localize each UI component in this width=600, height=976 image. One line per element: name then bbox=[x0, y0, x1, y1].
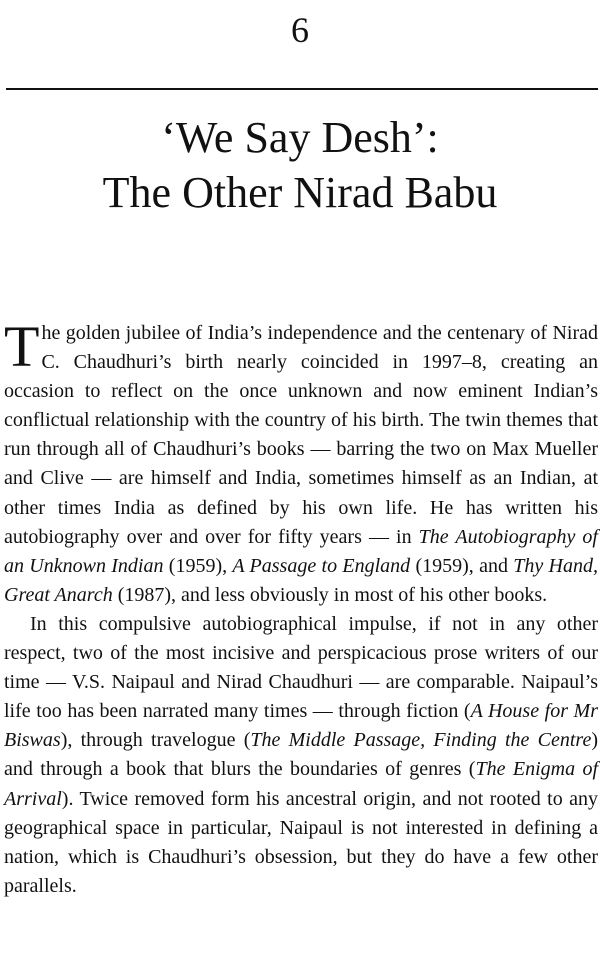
body-text bbox=[4, 314, 598, 901]
book-title-passage-to-england: A Passage to England bbox=[232, 554, 411, 577]
paragraph-2-text: ). Twice removed form his ancestral origin, and not rooted to any geographical space in particular, Naipaul is not interested in defining a nation, which is Chaudhuri’s obsession, but they do have a few other parallels. bbox=[4, 787, 598, 897]
book-title-middle-passage: The Middle Passage, Finding the Centre bbox=[250, 729, 592, 752]
paragraph-1-text: he golden jubilee of India’s independence and the centenary of Nirad C. Chaudhuri’s birth nearly coincided in 1997–8, creating an occasion to reflect on the once unknown and now eminent Indian’s conflictual relationship with the country of his birth. The twin themes that run through all of Chaudhuri’s books — barring the two on Max Mueller and Clive — are himself and India, sometimes himself as an Indian, at other times India as defined by his own life. He has written his autobiography over and over for fifty years — in bbox=[4, 322, 598, 548]
header-rule bbox=[6, 88, 598, 90]
paragraph-2 bbox=[4, 610, 598, 901]
book-title-enigma-of-arrival: The Enigma of Arrival bbox=[4, 758, 598, 810]
chapter-title-line-2: The Other Nirad Babu bbox=[102, 168, 498, 217]
book-title-thy-hand: Thy Hand, Great Anarch bbox=[4, 554, 598, 606]
drop-cap: T bbox=[4, 314, 40, 379]
book-title-house-for-mr-biswas: A House for Mr Biswas bbox=[4, 700, 598, 752]
paragraph-2-text: ) and through a book that blurs the boundaries of genres ( bbox=[4, 729, 598, 781]
paragraph-1-text: (1959), and bbox=[410, 554, 514, 577]
paragraph-1-text: (1959), bbox=[163, 554, 233, 577]
paragraph-1 bbox=[4, 314, 598, 610]
chapter-number: 6 bbox=[291, 10, 309, 50]
paragraph-1-text: (1987), and less obviously in most of his other books. bbox=[112, 583, 548, 606]
chapter-title bbox=[0, 110, 600, 220]
paragraph-2-text: In this compulsive autobiographical impulse, if not in any other respect, two of the most incisive and perspicacious prose writers of our time — V.S. Naipaul and Nirad Chaudhuri — are comparable. Naipaul’s life too has been narrated many times — through fiction ( bbox=[4, 612, 598, 723]
chapter-title-line-1: ‘We Say Desh’: bbox=[161, 113, 439, 162]
book-title-autobiography: The Autobiography of an Unknown Indian bbox=[4, 525, 598, 577]
paragraph-2-text: ), through travelogue ( bbox=[60, 729, 251, 752]
